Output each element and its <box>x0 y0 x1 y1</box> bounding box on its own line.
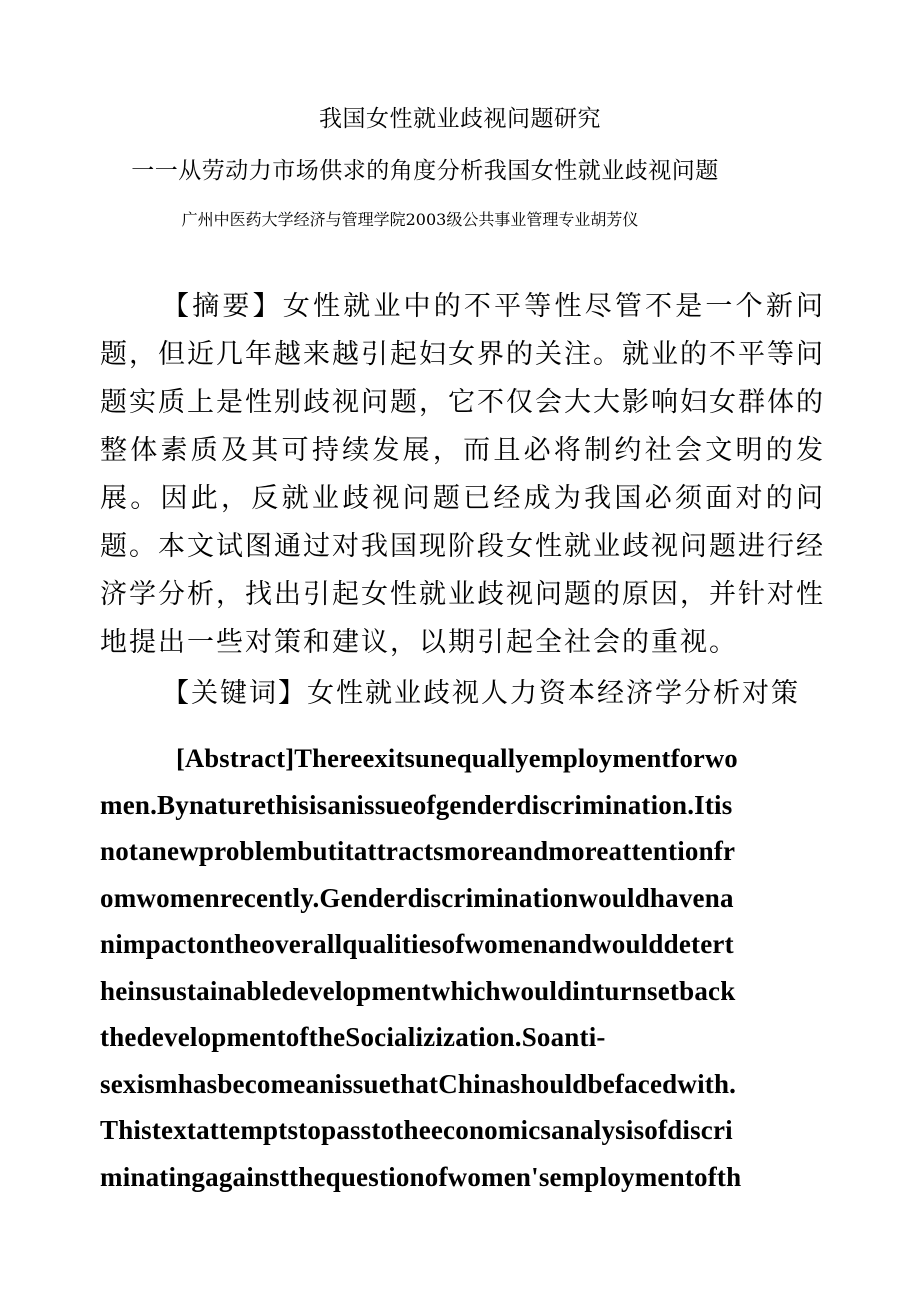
chinese-abstract-label: 【摘要】 <box>162 291 283 322</box>
chinese-abstract-text: 女性就业中的不平等性尽管不是一个新问题，但近几年越来越引起妇女界的关注。就业的不平等问题实质上是性别歧视问题，它不仅会大大影响妇女群体的整体素质及其可持续发展，而且必将制约社会文明的发展。因此，反就业歧视问题已经成为我国必须面对的问题。本文试图通过对我国现阶段女性就业歧视问题进行经济学分析，找出引起女性就业歧视问题的原因，并针对性地提出一些对策和建议，以期引起全社会的重视。 <box>100 291 826 658</box>
english-abstract-line: heinsustainabledevelopmentwhichwouldinturnsetback <box>100 975 736 1006</box>
english-abstract-line: thedevelopmentoftheSocializization.Soanti- <box>100 1022 606 1052</box>
english-abstract-line: omwomenrecently.Genderdiscriminationwouldhavena <box>100 882 734 913</box>
page-subtitle: 一一从劳动力市场供求的角度分析我国女性就业歧视问题 <box>131 158 719 184</box>
english-abstract-line: minatingagainstthequestionofwomen'semploymentofth <box>100 1161 742 1192</box>
author-affiliation: 广州中医药大学经济与管理学院2003级公共事业管理专业胡芳仪 <box>181 210 639 229</box>
keywords <box>162 670 862 718</box>
english-abstract <box>100 735 822 1200</box>
english-abstract-line: men.Bynaturethisisanissueofgenderdiscrimination.Itis <box>100 789 733 820</box>
english-abstract-line: sexismhasbecomeanissuethatChinashouldbefacedwith. <box>100 1068 737 1099</box>
chinese-abstract <box>100 283 825 667</box>
english-abstract-line: nimpactontheoverallqualitiesofwomenandwoulddetert <box>100 929 734 959</box>
keywords-label: 【关键词】 <box>162 678 307 709</box>
english-abstract-line: Thistextattemptstopasstotheeconomicsanalysisofdiscri <box>100 1115 733 1145</box>
english-abstract-line: [Abstract]Thereexitsunequallyemploymentforwo <box>176 743 738 773</box>
english-abstract-line: notanewproblembutitattractsmoreandmoreattentionfr <box>100 836 736 866</box>
page-title: 我国女性就业歧视问题研究 <box>319 106 601 132</box>
keywords-text: 女性就业歧视人力资本经济学分析对策 <box>307 678 800 709</box>
